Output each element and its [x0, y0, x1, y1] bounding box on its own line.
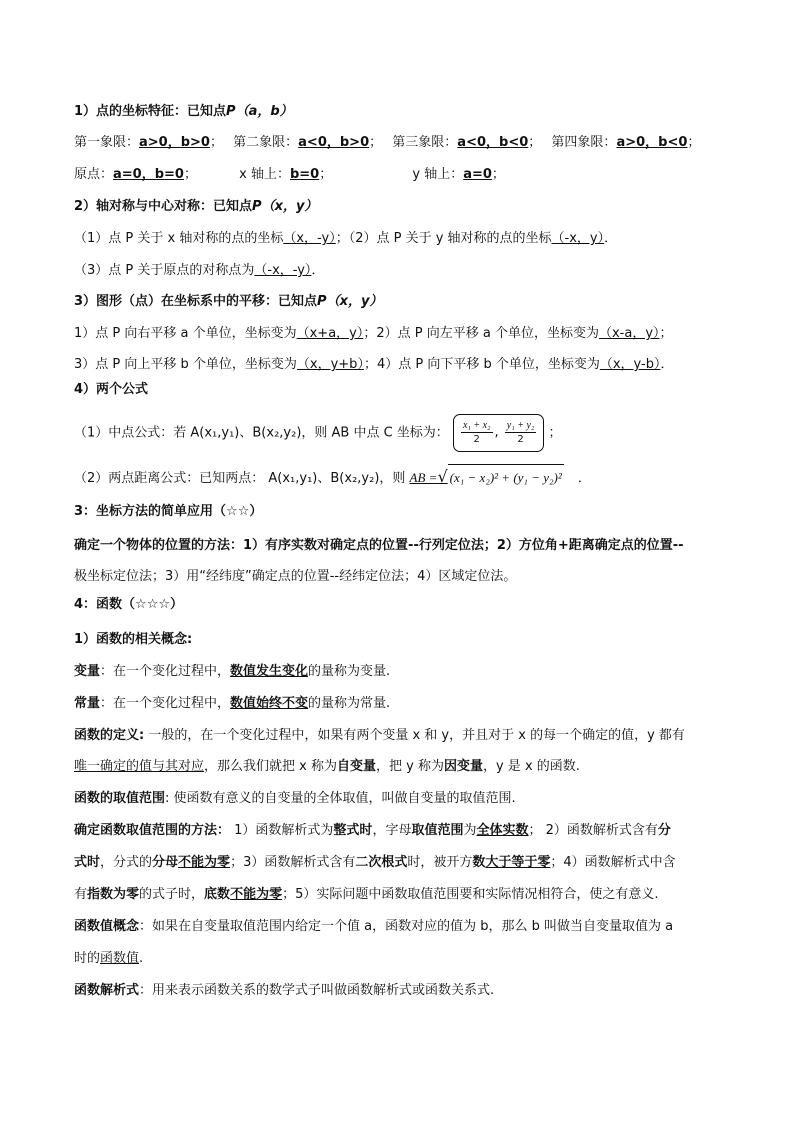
variable-definition: 变量：在一个变化过程中，数值发生变化的量称为变量. — [74, 664, 391, 679]
section-3-title: 3）图形（点）在坐标系中的平移：已知点P（x，y） — [74, 294, 383, 309]
symmetry-line-2: （3）点 P 关于原点的对称点为（-x，-y）． — [74, 263, 325, 278]
section-4-title: 4）两个公式 — [74, 382, 149, 397]
function-definition-line-1: 函数的定义: 一般的，在一个变化过程中，如果有两个变量 x 和 y，并且对于 x 的每一个确定的值，y 都有 — [74, 728, 685, 743]
translation-line-1: 1）点 P 向右平移 a 个单位，坐标变为（x+a，y）；2）点 P 向左平移 a 个单位，坐标变为（x-a，y）； — [74, 326, 673, 341]
axis-line: 原点：a=0，b=0； x 轴上：b=0； y 轴上：a=0； — [74, 167, 505, 182]
distance-formula: （2）两点距离公式：已知两点： A(x₁,y₁)、B(x₂,y₂)，则 AB =√ (x₁ − x₂)² + (y₁ − y₂)² ． — [74, 464, 591, 492]
position-methods-line-1: 确定一个物体的位置的方法：1）有序实数对确定点的位置--行列定位法；2）方位角+距离确定点的位置-- — [74, 538, 684, 553]
domain-definition: 函数的取值范围: 使函数有意义的自变量的全体取值，叫做自变量的取值范围. — [74, 791, 516, 806]
section-2-title: 2）轴对称与中心对称：已知点P（x，y） — [74, 199, 318, 214]
section-6-title: 4：函数（☆☆☆） — [74, 597, 184, 612]
symmetry-line-1: （1）点 P 关于 x 轴对称的点的坐标（x，-y）；（2）点 P 关于 y 轴对称的点的坐标（-x，y）． — [74, 231, 618, 246]
quadrant-line: 第一象限：a>0，b>0； 第二象限：a<0，b>0； 第三象限：a<0，b<0； 第四象限：a>0，b<0； — [74, 135, 701, 150]
section-6-subtitle: 1）函数的相关概念: — [74, 632, 193, 647]
section-1-title: 1）点的坐标特征：已知点P（a，b） — [74, 104, 293, 119]
function-expression-definition: 函数解析式：用来表示函数关系的数学式子叫做函数解析式或函数关系式. — [74, 983, 495, 998]
translation-line-2: 3）点 P 向上平移 b 个单位，坐标变为（x，y+b）；4）点 P 向下平移 b 个单位，坐标变为（x，y-b）． — [74, 357, 674, 372]
section-5-title: 3：坐标方法的简单应用（☆☆） — [74, 504, 263, 519]
domain-method-line-3: 有指数为零的式子时，底数不能为零；5）实际问题中函数取值范围要和实际情况相符合，使之有意义. — [74, 887, 659, 902]
constant-definition: 常量：在一个变化过程中，数值始终不变的量称为常量. — [74, 696, 391, 711]
function-definition-line-2: 唯一确定的值与其对应，那么我们就把 x 称为自变量，把 y 称为因变量，y 是 x 的函数. — [74, 759, 580, 774]
distance-expression: AB =√ (x₁ − x₂)² + (y₁ − y₂)² — [410, 471, 564, 486]
function-value-line-2: 时的函数值. — [74, 951, 144, 966]
domain-method-line-1: 确定函数取值范围的方法： 1）函数解析式为整式时，字母取值范围为全体实数； 2）函数解析式含有分 — [74, 823, 671, 838]
midpoint-formula: （1）中点公式：若 A(x₁,y₁)、B(x₂,y₂)，则 AB 中点 C 坐标为： $\frac{\text{x₁ + x₂}}{2}$ , $\frac{\text{y₁ + y₂}}{2}$ ； — [74, 414, 562, 452]
function-value-line-1: 函数值概念：如果在自变量取值范围内给定一个值 a，函数对应的值为 b，那么 b 叫做当自变量取值为 a — [74, 919, 674, 934]
position-methods-line-2: 极坐标定位法；3）用“经纬度”确定点的位置--经纬定位法；4）区域定位法。 — [74, 569, 517, 584]
domain-method-line-2: 式时，分式的分母不能为零；3）函数解析式含有二次根式时，被开方数大于等于零；4）函数解析式中含 — [74, 855, 676, 870]
midpoint-result: $\frac{\text{x₁ + x₂}}{2}$ , $\frac{\text{y₁ + y₂}}{2}$ — [453, 414, 544, 452]
